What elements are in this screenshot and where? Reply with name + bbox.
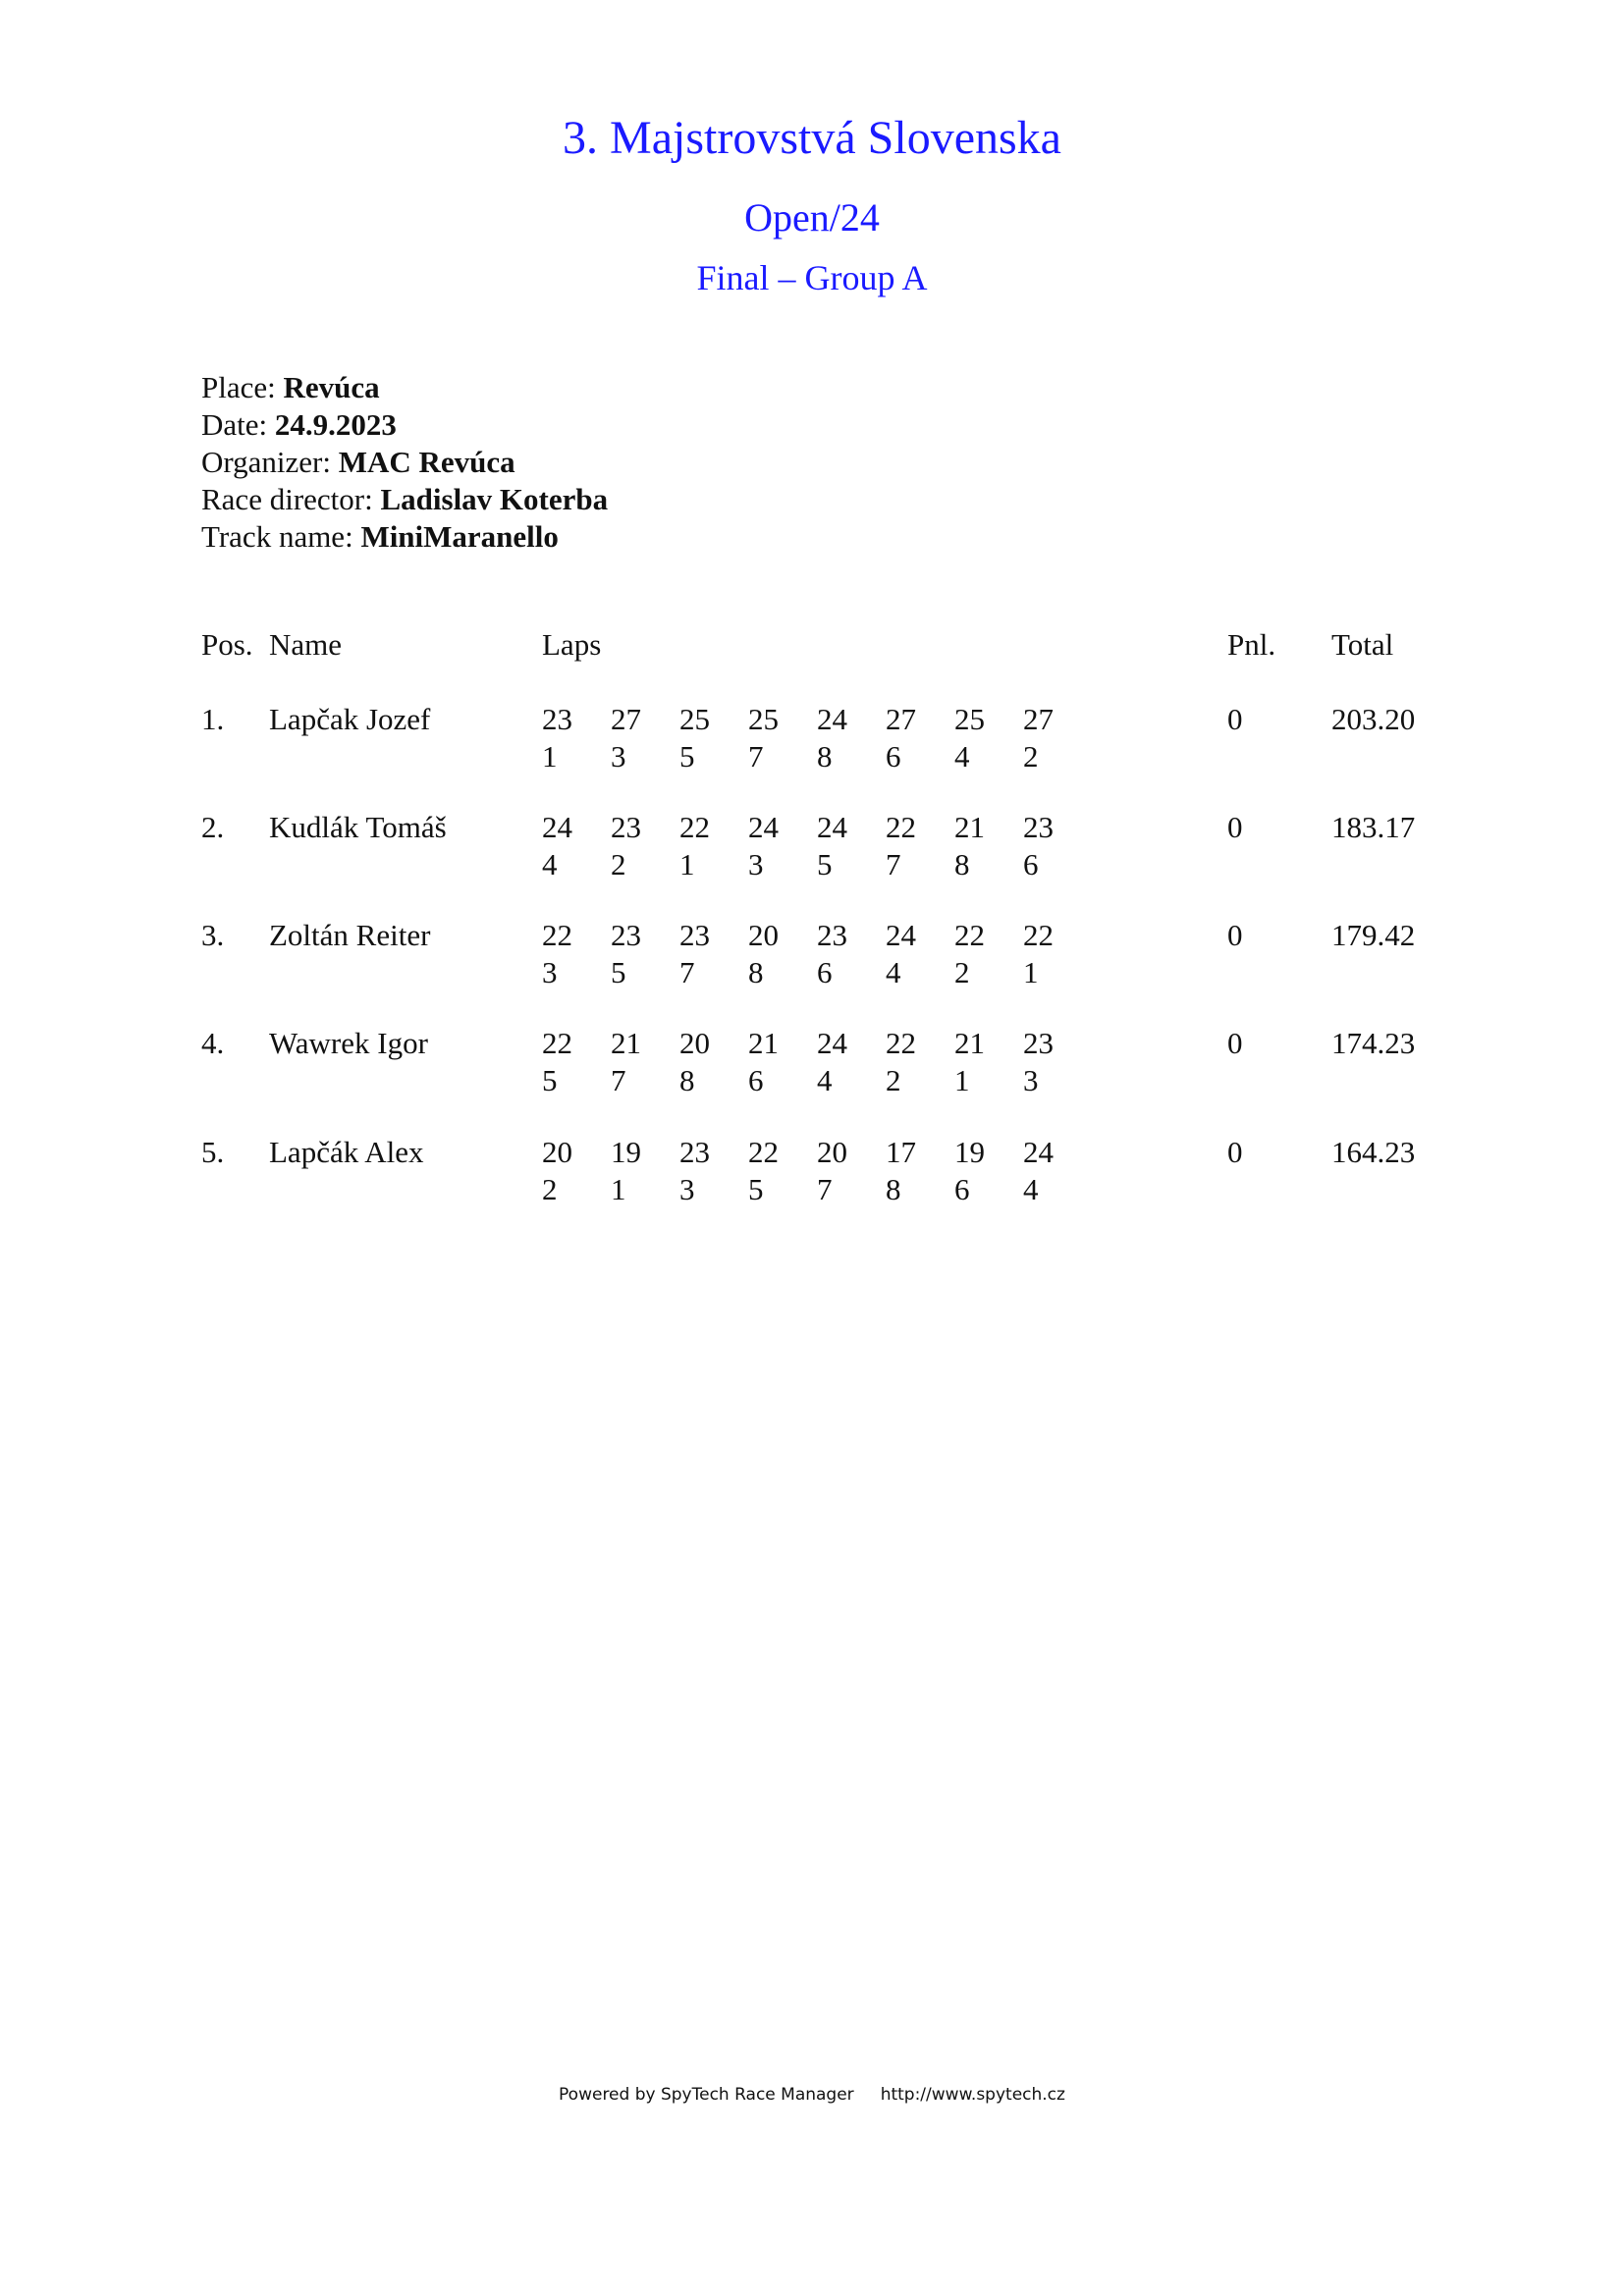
lap-count: 20 [748,918,779,952]
header-pos: Pos. [201,627,253,662]
lap-count: 22 [748,1135,779,1169]
row-driver-name: Lapčak Jozef [269,702,431,736]
lane-number: 6 [886,739,901,774]
lap-cell [886,701,925,775]
lap-count: 27 [611,702,641,736]
row-driver-name: Wawrek Igor [269,1026,428,1060]
lane-number: 3 [1023,1063,1039,1097]
lane-number: 7 [679,955,695,989]
lap-count: 24 [886,918,916,952]
lap-cell [1023,809,1062,883]
lap-count: 21 [954,1026,985,1060]
lane-number: 8 [817,739,833,774]
row-driver-name: Lapčák Alex [269,1135,424,1169]
lap-cell [679,1025,719,1099]
row-penalty: 0 [1227,810,1243,844]
lap-cell [954,1025,994,1099]
director-value: Ladislav Koterba [380,482,609,516]
lane-number: 4 [542,847,558,881]
lap-count: 23 [611,810,641,844]
lap-count: 22 [679,810,710,844]
row-total: 174.23 [1331,1026,1416,1060]
lane-number: 4 [817,1063,833,1097]
date-label: Date: [201,407,268,442]
lane-number: 2 [886,1063,901,1097]
row-penalty: 0 [1227,918,1243,952]
lane-number: 7 [748,739,764,774]
lap-cell [1023,917,1062,991]
lap-cell [611,1134,650,1208]
place-line [201,369,608,406]
row-position: 3. [201,918,225,952]
lap-count: 23 [542,702,572,736]
lap-count: 20 [679,1026,710,1060]
lap-cell [748,701,787,775]
lap-cell [542,701,581,775]
lap-count: 19 [954,1135,985,1169]
lap-count: 24 [542,810,572,844]
lap-count: 22 [886,1026,916,1060]
header-name: Name [269,627,343,662]
lap-cell [954,1134,994,1208]
lane-number: 6 [1023,847,1039,881]
lap-cell [954,809,994,883]
organizer-value: MAC Revúca [338,445,515,479]
lane-number: 5 [679,739,695,774]
lane-number: 4 [1023,1172,1039,1206]
lap-count: 19 [611,1135,641,1169]
row-position: 1. [201,702,225,736]
header-total: Total [1331,627,1394,662]
row-position: 2. [201,810,225,844]
lane-number: 3 [679,1172,695,1206]
lap-count: 17 [886,1135,916,1169]
lap-cell [611,809,650,883]
row-driver-name: Zoltán Reiter [269,918,431,952]
lap-cell [679,701,719,775]
director-label: Race director: [201,482,373,516]
lap-count: 23 [1023,810,1054,844]
row-position: 4. [201,1026,225,1060]
lap-count: 22 [1023,918,1054,952]
lap-cell [817,701,856,775]
lane-number: 2 [1023,739,1039,774]
lap-count: 23 [679,1135,710,1169]
group-heading: Final – Group A [696,258,928,297]
lap-count: 20 [817,1135,847,1169]
row-penalty: 0 [1227,702,1243,736]
row-total: 183.17 [1331,810,1416,844]
lap-cell [1023,1134,1062,1208]
row-driver-name: Kudlák Tomáš [269,810,447,844]
track-label: Track name: [201,519,353,554]
row-penalty: 0 [1227,1135,1243,1169]
lap-cell [817,1025,856,1099]
lap-count: 24 [817,1026,847,1060]
lap-cell [817,917,856,991]
lap-count: 23 [1023,1026,1054,1060]
header-laps: Laps [542,627,602,662]
lane-number: 4 [954,739,970,774]
lap-count: 25 [954,702,985,736]
lap-count: 21 [954,810,985,844]
lap-count: 21 [748,1026,779,1060]
lane-number: 2 [542,1172,558,1206]
lap-count: 25 [748,702,779,736]
lap-count: 24 [817,702,847,736]
lap-cell [886,809,925,883]
lap-cell [954,701,994,775]
track-value: MiniMaranello [360,519,559,554]
director-line [201,481,608,518]
lane-number: 5 [542,1063,558,1097]
table-header [0,626,1624,705]
table-row [0,809,1624,887]
lap-count: 23 [611,918,641,952]
lane-number: 3 [542,955,558,989]
lane-number: 1 [679,847,695,881]
lane-number: 5 [817,847,833,881]
lap-cell [886,917,925,991]
lane-number: 2 [954,955,970,989]
lap-cell [748,1025,787,1099]
lap-cell [954,917,994,991]
table-row [0,701,1624,779]
lap-count: 20 [542,1135,572,1169]
lane-number: 5 [748,1172,764,1206]
lane-number: 8 [954,847,970,881]
lap-count: 24 [748,810,779,844]
lap-cell [542,809,581,883]
lap-cell [542,1025,581,1099]
row-total: 179.42 [1331,918,1416,952]
place-label: Place: [201,370,276,404]
track-line [201,518,608,556]
lap-count: 23 [817,918,847,952]
lane-number: 6 [954,1172,970,1206]
lane-number: 3 [748,847,764,881]
place-value: Revúca [283,370,380,404]
header-pnl: Pnl. [1227,627,1276,662]
lap-cell [1023,701,1062,775]
table-row [0,1134,1624,1212]
row-position: 5. [201,1135,225,1169]
organizer-label: Organizer: [201,445,331,479]
lap-cell [679,809,719,883]
lap-count: 24 [817,810,847,844]
lane-number: 6 [748,1063,764,1097]
lap-count: 27 [1023,702,1054,736]
lane-number: 8 [748,955,764,989]
lane-number: 7 [817,1172,833,1206]
lap-count: 21 [611,1026,641,1060]
lane-number: 8 [886,1172,901,1206]
date-line [201,406,608,444]
row-total: 164.23 [1331,1135,1416,1169]
lap-cell [817,1134,856,1208]
lane-number: 1 [954,1063,970,1097]
lap-cell [611,1025,650,1099]
table-row [0,917,1624,995]
lane-number: 7 [886,847,901,881]
event-info [201,369,608,556]
lap-cell [611,917,650,991]
lap-count: 23 [679,918,710,952]
row-total: 203.20 [1331,702,1416,736]
lap-cell [817,809,856,883]
lane-number: 2 [611,847,626,881]
lap-cell [1023,1025,1062,1099]
lap-cell [611,701,650,775]
lane-number: 8 [679,1063,695,1097]
lane-number: 6 [817,955,833,989]
lane-number: 3 [611,739,626,774]
lane-number: 5 [611,955,626,989]
lap-cell [748,917,787,991]
lap-cell [542,1134,581,1208]
lane-number: 4 [886,955,901,989]
lap-cell [748,809,787,883]
row-penalty: 0 [1227,1026,1243,1060]
lap-cell [886,1025,925,1099]
lap-count: 27 [886,702,916,736]
table-row [0,1025,1624,1103]
lap-cell [542,917,581,991]
category-subtitle: Open/24 [744,195,880,240]
lap-cell [886,1134,925,1208]
page-title: 3. Majstrovstvá Slovenska [563,112,1061,164]
lap-count: 22 [542,1026,572,1060]
lane-number: 1 [542,739,558,774]
lane-number: 1 [1023,955,1039,989]
footer-credit: Powered by SpyTech Race Manager http://www.spytech.cz [559,2085,1065,2105]
lap-count: 22 [886,810,916,844]
lap-cell [679,917,719,991]
date-value: 24.9.2023 [274,407,397,442]
lap-count: 24 [1023,1135,1054,1169]
organizer-line [201,444,608,481]
lap-cell [679,1134,719,1208]
lap-cell [748,1134,787,1208]
lane-number: 7 [611,1063,626,1097]
lap-count: 25 [679,702,710,736]
lap-count: 22 [542,918,572,952]
lane-number: 1 [611,1172,626,1206]
lap-count: 22 [954,918,985,952]
